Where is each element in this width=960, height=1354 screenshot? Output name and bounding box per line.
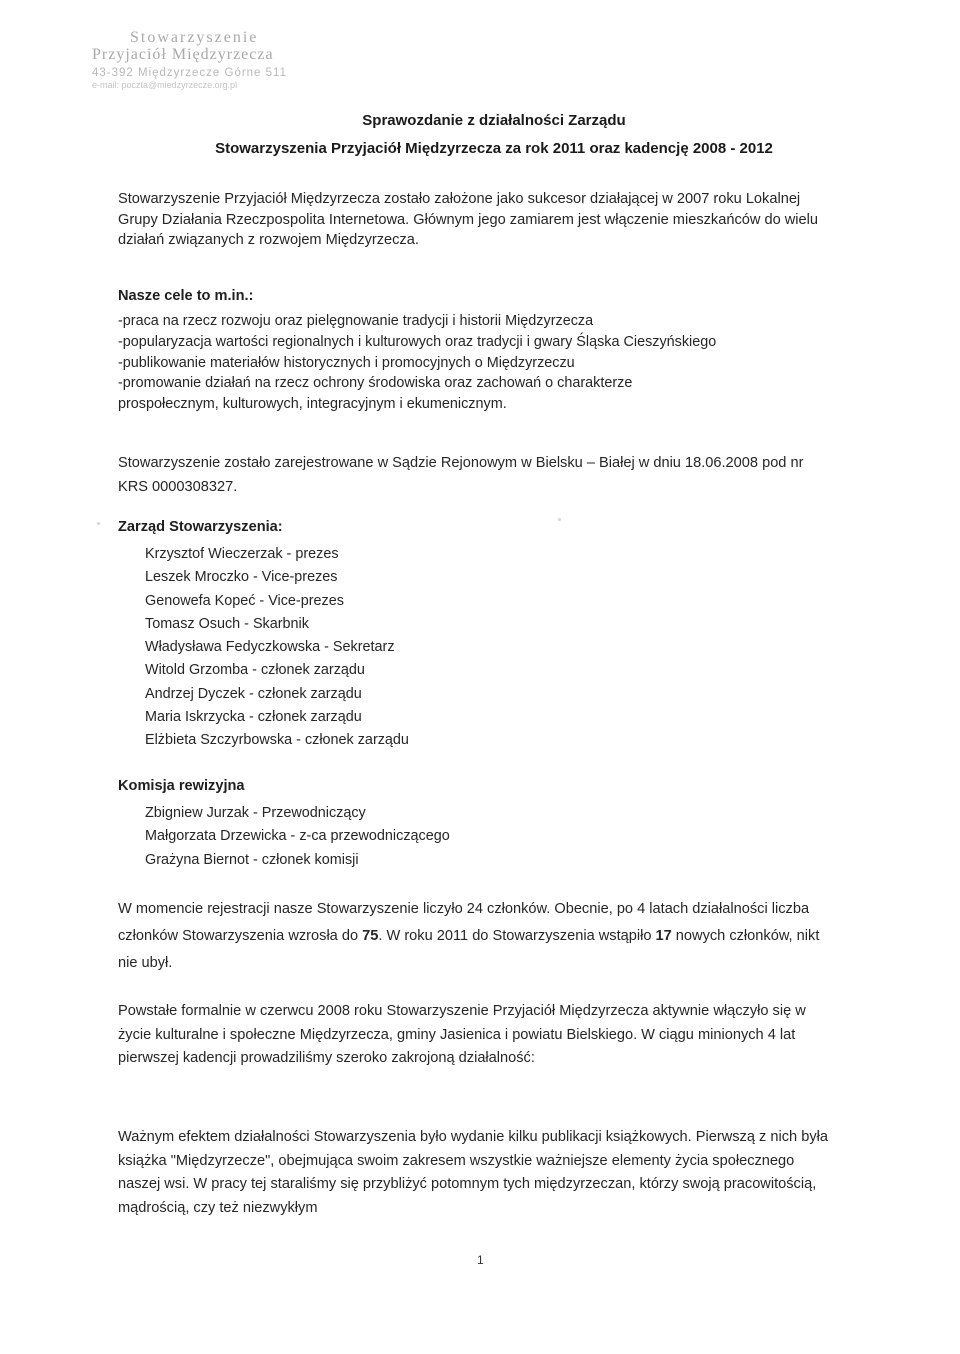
board-members-list	[145, 543, 409, 753]
goal-item: -popularyzacja wartości regionalnych i kulturowych oraz tradycji i gwary Śląska Cieszyńskiego	[118, 333, 717, 350]
document-title: Sprawozdanie z działalności Zarządu	[362, 112, 626, 129]
board-member: Elżbieta Szczyrbowska - członek zarządu	[145, 732, 409, 749]
commission-member: Małgorzata Drzewicka - z-ca przewodniczącego	[145, 828, 450, 845]
board-member: Tomasz Osuch - Skarbnik	[145, 615, 309, 632]
membership-text-1: W momencie rejestracji nasze Stowarzyszenie liczyło 24 członków. Obecnie, po 4 latach działalności liczba członków Stowarzyszenia wzrosła do	[118, 901, 810, 944]
registration-paragraph: Stowarzyszenie zostało zarejestrowane w Sądzie Rejonowym w Bielsku – Białej w dniu 18.06.2008 pod nr KRS 0000308327.	[118, 455, 804, 495]
board-member: Witold Grzomba - członek zarządu	[145, 662, 365, 679]
goal-item: -publikowanie materiałów historycznych i promocyjnych o Międzyrzeczu	[118, 354, 575, 371]
goal-item: -praca na rzecz rozwoju oraz pielęgnowanie tradycji i historii Międzyrzecza	[118, 313, 594, 329]
goals-list	[118, 311, 853, 415]
intro-paragraph: Stowarzyszenie Przyjaciół Międzyrzecza zostało założone jako sukcesor działającej w 2007 roku Lokalnej Grupy Działania Rzeczpospolita Internetowa. Głównym jego zamiarem jest włączenie mieszkańców do wielu działań związanych z rozwojem Międzyrzecza.	[118, 191, 818, 249]
board-member: Genowefa Kopeć - Vice-prezes	[145, 592, 344, 609]
formation-paragraph: Powstałe formalnie w czerwcu 2008 roku Stowarzyszenie Przyjaciół Międzyrzecza aktywnie włączyło się w życie kulturalne i społeczne Międzyrzecza, gminy Jasienica i powiatu Bielskiego. W ciągu minionych 4 lat pierwszej kadencji prowadziliśmy szeroko zakrojoną działalność:	[118, 1003, 806, 1066]
membership-paragraph	[118, 896, 828, 977]
audit-commission-heading: Komisja rewizyjna	[118, 778, 245, 794]
board-member: Maria Iskrzycka - członek zarządu	[145, 709, 362, 726]
member-count-new: 17	[655, 928, 672, 944]
page-number: 1	[477, 1253, 484, 1267]
board-member: Andrzej Dyczek - członek zarządu	[145, 685, 362, 702]
membership-text-2: . W roku 2011 do Stowarzyszenia wstąpiło	[378, 928, 656, 944]
member-count-current: 75	[362, 928, 379, 944]
publications-paragraph: Ważnym efektem działalności Stowarzyszenia było wydanie kilku publikacji książkowych. Pierwszą z nich była książka "Międzyrzecze", obejmująca swoim zakresem wszystkie ważniejsze elementy życia społecznego naszej wsi. W pracy tej staraliśmy się przybliżyć potomnym tych międzyrzeczan, którzy swoją pracowitością, mądrością, czy też niezwykłym	[118, 1129, 828, 1216]
scan-speck	[558, 518, 561, 521]
document-subtitle: Stowarzyszenia Przyjaciół Międzyrzecza za rok 2011 oraz kadencję 2008 - 2012	[215, 140, 773, 157]
letterhead	[92, 30, 352, 90]
goals-heading: Nasze cele to m.in.:	[118, 288, 254, 304]
board-member: Władysława Fedyczkowska - Sekretarz	[145, 639, 395, 656]
membership-text-3: nowych członków, nikt nie ubył.	[118, 928, 820, 971]
letterhead-line-1: Stowarzyszenie	[130, 29, 259, 46]
commission-member: Zbigniew Jurzak - Przewodniczący	[145, 805, 366, 821]
board-heading: Zarząd Stowarzyszenia:	[118, 519, 283, 535]
scan-speck	[97, 522, 100, 525]
goal-item: -promowanie działań na rzecz ochrony środowiska oraz zachowań o charakterze prospołecznym, kulturowych, integracyjnym i ekumenicznym.	[118, 375, 633, 413]
letterhead-address: 43-392 Międzyrzecze Górne 511	[92, 66, 287, 79]
letterhead-email: e-mail: poczta@miedzyrzecze.org.pl	[92, 79, 238, 90]
board-member: Leszek Mroczko - Vice-prezes	[145, 569, 338, 586]
board-member: Krzysztof Wieczerzak - prezes	[145, 546, 339, 562]
audit-commission-list	[145, 802, 450, 872]
letterhead-line-2: Przyjaciół Międzyrzecza	[92, 45, 274, 63]
commission-member: Grażyna Biernot - członek komisji	[145, 851, 359, 868]
